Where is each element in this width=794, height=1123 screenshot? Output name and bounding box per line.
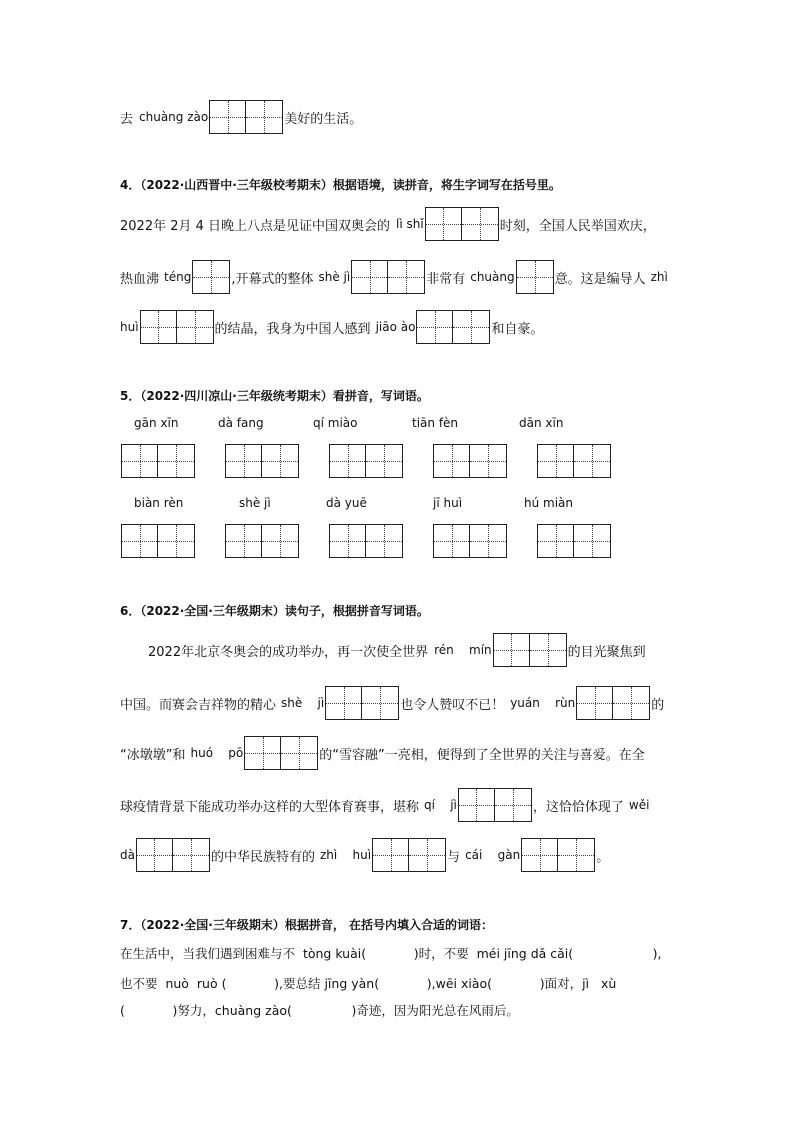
writing-grid[interactable] (121, 444, 195, 478)
q6-line-4: 球疫情背景下能成功举办这样的大型体育赛事，堪称 qí jì ，这恰恰体现了 wěi (120, 787, 649, 823)
question-6-title: 6．（2022·全国·三年级期末）读句子，根据拼音写词语。 (120, 604, 429, 618)
pinyin-label: hú miàn (524, 496, 574, 510)
q7-line-2: 也不要 nuò ruò ( ),要总结 jīng yàn( ),wēi xiào( )面对，jì xù (120, 976, 617, 991)
q7-line-1: 在生活中，当我们遇到困难与不 tòng kuài( )时，不要 méi jīng dǎ cǎi( ), (120, 946, 662, 961)
writing-grid[interactable] (225, 444, 299, 478)
writing-grid[interactable] (329, 524, 403, 558)
q6-line-3: “冰墩墩”和 huó pō 的“雪容融”一亮相，便得到了全世界的关注与喜爱。在全 (120, 735, 645, 771)
writing-grid[interactable] (325, 686, 399, 720)
writing-grid[interactable] (140, 310, 214, 344)
pinyin-label: tiān fèn (412, 416, 459, 430)
writing-grid[interactable] (433, 444, 507, 478)
question-4-title: 4．（2022·山西晋中·三年级校考期末）根据语境，读拼音，将生字词写在括号里。 (120, 178, 561, 192)
pinyin-label: jī huì (433, 496, 463, 510)
writing-grid[interactable] (136, 838, 210, 872)
q6-line-2: 中国。而赛会吉祥物的精心 shè jì 也令人赞叹不已！ yuán rùn 的 (120, 685, 664, 721)
writing-grid[interactable] (493, 633, 567, 667)
q6-line-5: dà 的中华民族特有的 zhì huì 与 cái gàn 。 (120, 837, 609, 873)
writing-grid[interactable] (537, 444, 611, 478)
writing-grid[interactable] (372, 838, 446, 872)
writing-grid[interactable] (225, 524, 299, 558)
pinyin-label: dà fang (218, 416, 264, 430)
writing-grid[interactable] (244, 736, 318, 770)
writing-grid[interactable] (329, 444, 403, 478)
q4-line-3: huì 的结晶，我身为中国人感到 jiāo ào 和自豪。 (120, 309, 543, 345)
pinyin-label: dān xīn (519, 416, 564, 430)
q4-line-2: 热血沸 téng ,开幕式的整体 shè jì 非常有 chuàng 意。这是编导人 zhì (120, 259, 668, 295)
q7-line-3: ( )努力，chuàng zào( )奇迹，因为阳光总在风雨后。 (120, 1003, 519, 1018)
writing-grid[interactable] (351, 260, 425, 294)
question-7-title: 7．（2022·全国·三年级期末）根据拼音， 在括号内填入合适的词语： (120, 918, 494, 932)
fill-line-top: 去 chuàng zào 美好的生活。 (120, 99, 362, 135)
writing-grid[interactable] (433, 524, 507, 558)
writing-grid[interactable] (416, 310, 490, 344)
pinyin-label: dà yuē (326, 496, 367, 510)
writing-grid[interactable] (425, 207, 499, 241)
writing-grid[interactable] (121, 524, 195, 558)
writing-grid[interactable] (458, 788, 532, 822)
writing-grid[interactable] (192, 260, 230, 294)
pinyin-label: shè jì (239, 496, 271, 510)
pinyin-label: biàn rèn (134, 496, 184, 510)
q6-line-1: 2022年北京冬奥会的成功举办，再一次使全世界 rén mín 的目光聚焦到 (148, 632, 646, 668)
writing-grid[interactable] (576, 686, 650, 720)
writing-grid[interactable] (516, 260, 554, 294)
q4-line-1: 2022年 2月 4 日晚上八点是见证中国双奥会的 lì shǐ 时刻，全国人民举国欢庆， (120, 206, 656, 242)
writing-grid[interactable] (521, 838, 595, 872)
pinyin-label: qí miào (313, 416, 358, 430)
writing-grid[interactable] (209, 100, 283, 134)
writing-grid[interactable] (537, 524, 611, 558)
question-5-title: 5．（2022·四川凉山·三年级统考期末）看拼音，写词语。 (120, 389, 429, 403)
pinyin-label: gān xīn (134, 416, 179, 430)
